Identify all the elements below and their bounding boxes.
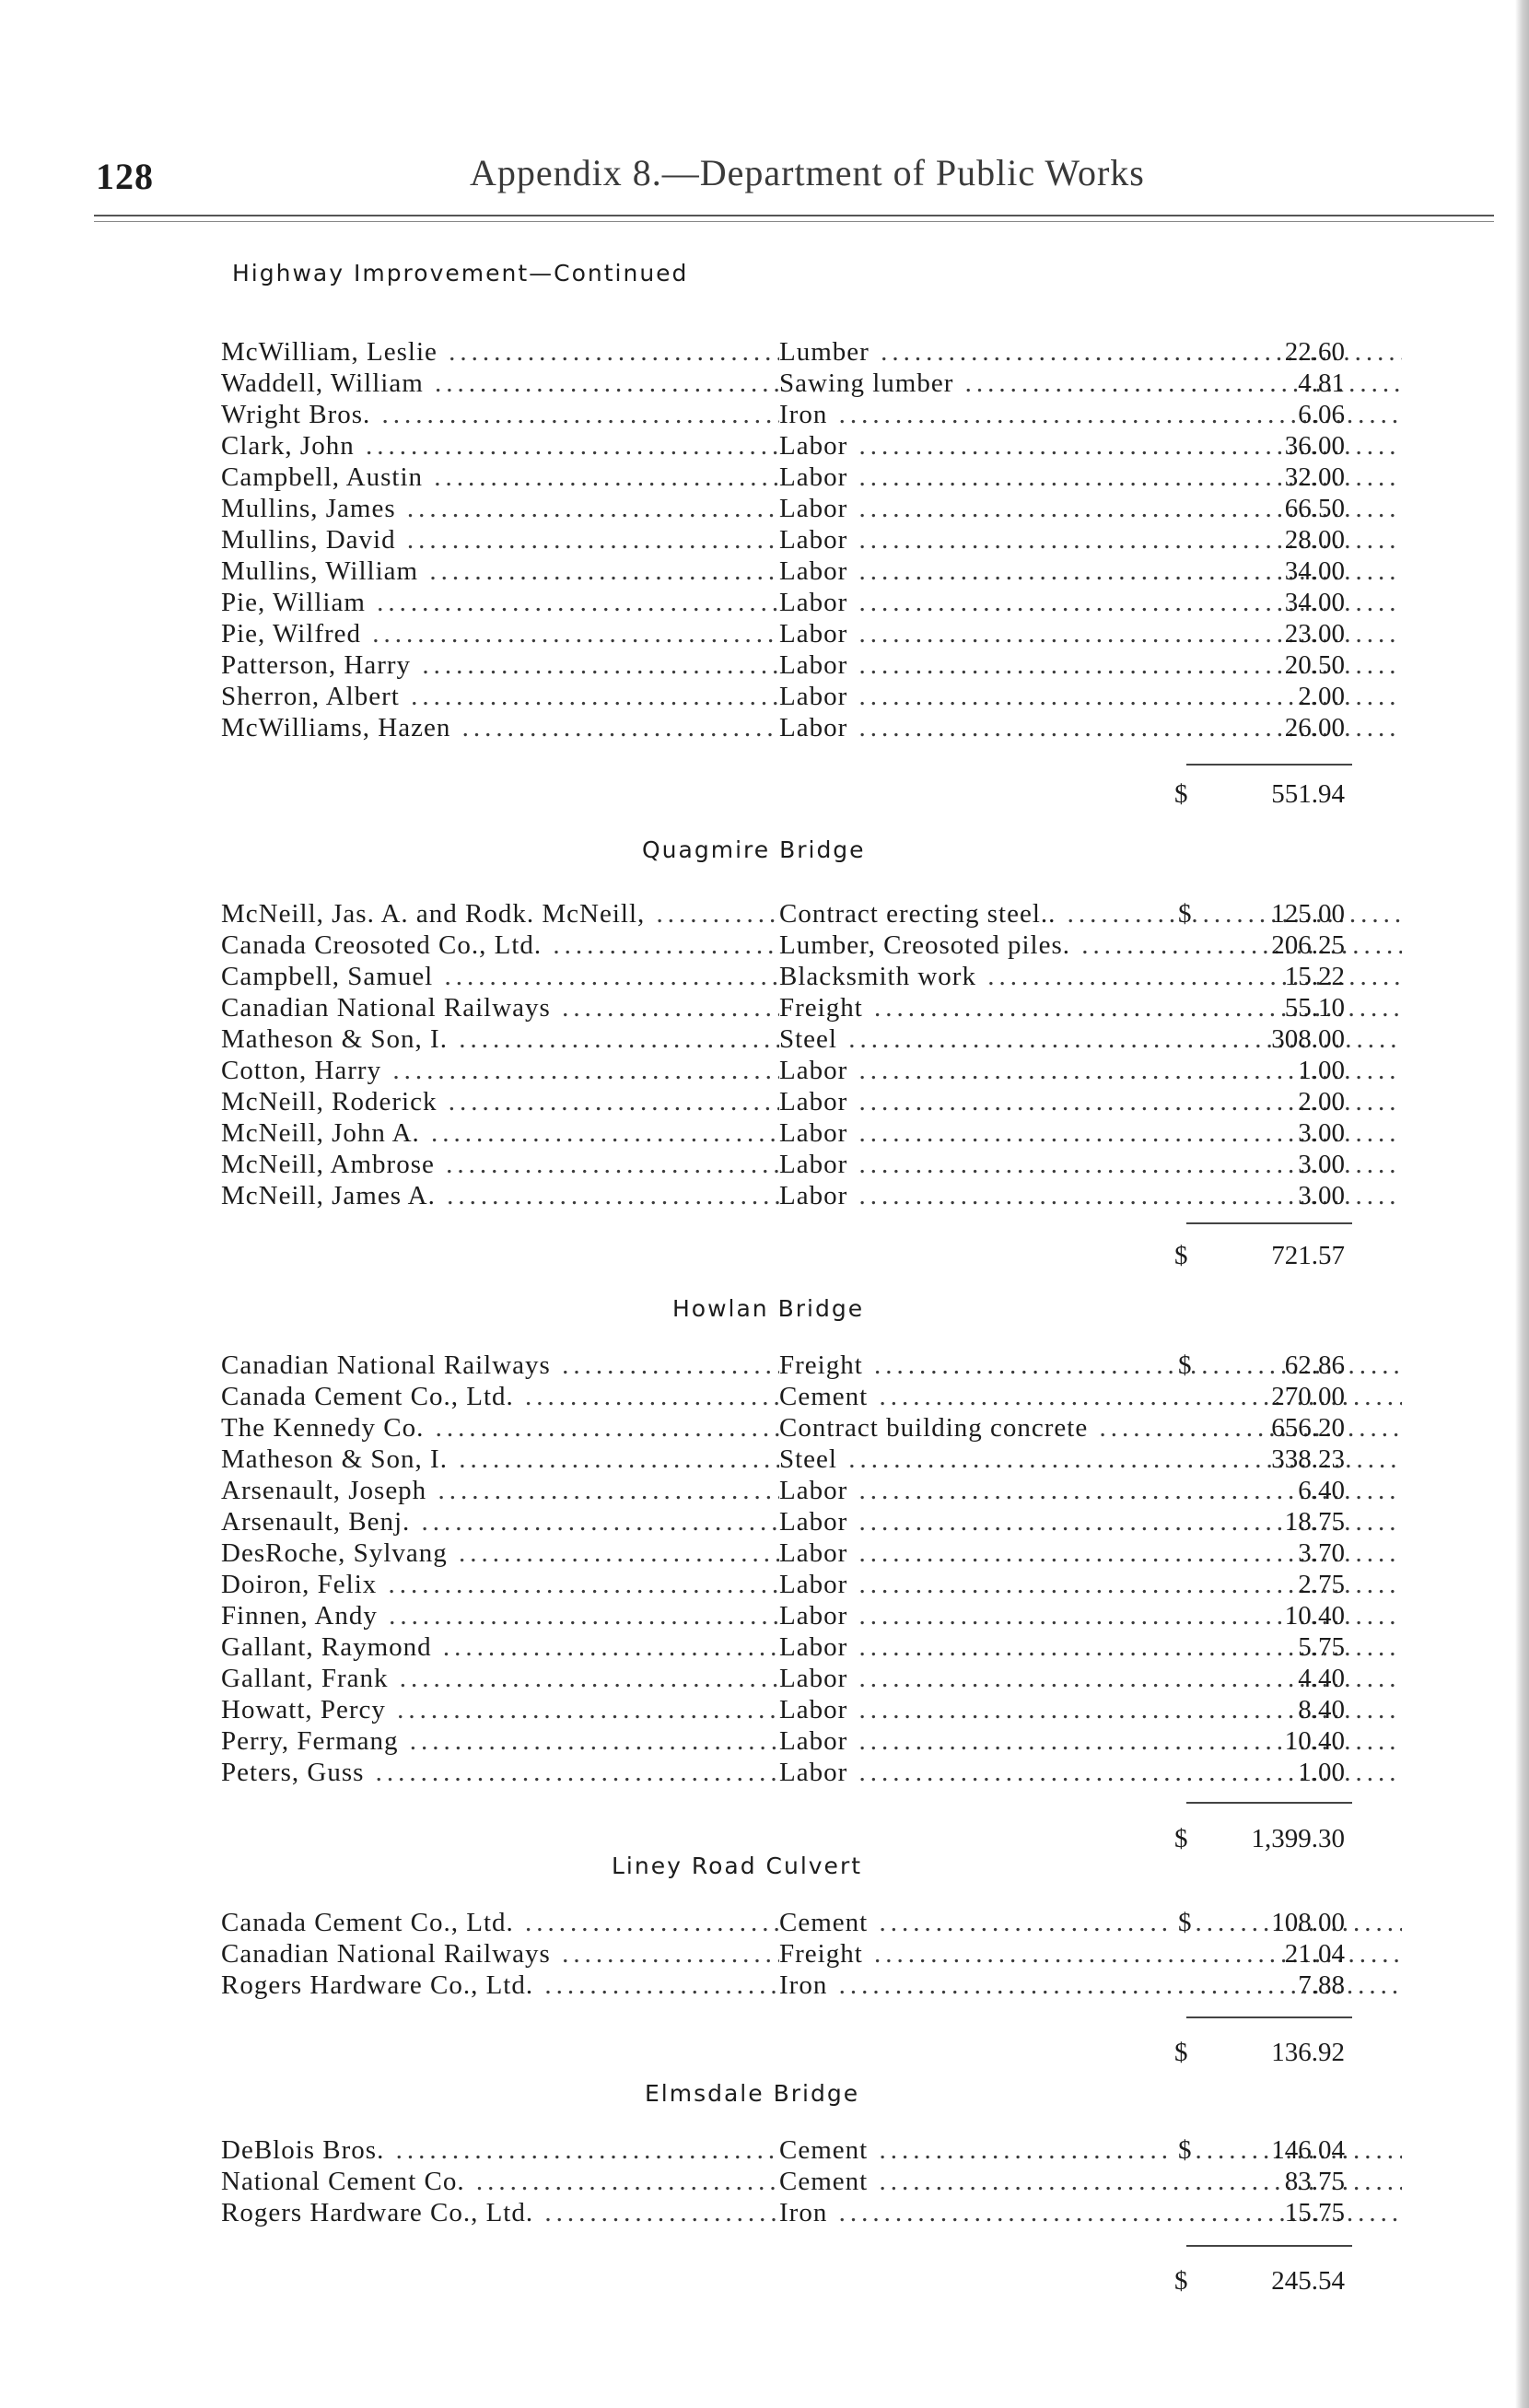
amount: 3.00: [1298, 1150, 1345, 1179]
ledger-row: [221, 1024, 1345, 1055]
ledger-row: [221, 1632, 1345, 1663]
payee-name: National Cement Co. .....: [221, 2167, 779, 2197]
payee-name: Mullins, William .....: [221, 556, 779, 587]
payee-name: The Kennedy Co. .....: [221, 1413, 779, 1444]
amount: 15.22: [1284, 962, 1345, 991]
dollar-sign: $: [1174, 1908, 1192, 1938]
expense-item: Iron .....: [779, 400, 1402, 430]
page-number: 128: [96, 156, 154, 197]
ledger-row: [221, 556, 1345, 587]
expense-item: Cement .....: [779, 1382, 1402, 1412]
ledger-row: [221, 1695, 1345, 1725]
dollar-sign: $: [1174, 2038, 1188, 2067]
header-rule: [94, 215, 1494, 216]
amount: 2.00: [1298, 1087, 1345, 1116]
section-total: [1174, 1824, 1345, 1854]
ledger-row: [221, 682, 1345, 712]
section-total: [1174, 1241, 1345, 1271]
ledger-row: [221, 713, 1345, 743]
expense-item: Labor .....: [779, 1726, 1402, 1757]
ledger-row: [221, 2198, 1345, 2228]
amount: 34.00: [1284, 556, 1345, 586]
payee-name: Rogers Hardware Co., Ltd. .....: [221, 2198, 779, 2228]
ledger-row: [221, 1908, 1345, 1938]
ledger-row: [221, 1181, 1345, 1211]
total-amount: 551.94: [1271, 779, 1345, 809]
payee-name: Canadian National Railways .....: [221, 1939, 779, 1970]
dollar-sign: $: [1174, 779, 1188, 809]
dollar-sign: $: [1174, 1350, 1192, 1381]
ledger-row: [221, 1413, 1345, 1444]
payee-name: Wright Bros. .....: [221, 400, 779, 430]
expense-item: Iron .....: [779, 2198, 1402, 2228]
payee-name: Gallant, Raymond .....: [221, 1632, 779, 1663]
ledger-row: [221, 400, 1345, 430]
expense-item: Blacksmith work .....: [779, 962, 1402, 992]
payee-name: Pie, William .....: [221, 588, 779, 618]
total-amount: 1,399.30: [1251, 1824, 1345, 1853]
amount: 36.00: [1284, 431, 1345, 461]
payee-name: Clark, John .....: [221, 431, 779, 462]
amount: 108.00: [1271, 1908, 1345, 1937]
ledger-row: [221, 962, 1345, 992]
expense-item: Labor .....: [779, 1695, 1402, 1725]
total-rule: [1186, 2245, 1352, 2247]
ledger-row: [221, 1601, 1345, 1631]
expense-item: Freight .....: [779, 1350, 1402, 1381]
amount: 20.50: [1284, 650, 1345, 680]
payee-name: Canada Cement Co., Ltd. .....: [221, 1908, 779, 1938]
amount: 32.00: [1284, 462, 1345, 492]
amount: 10.40: [1284, 1726, 1345, 1756]
payee-name: Peters, Guss .....: [221, 1758, 779, 1788]
expense-item: Labor .....: [779, 650, 1402, 681]
expense-item: Labor .....: [779, 1181, 1402, 1211]
amount: 3.70: [1298, 1538, 1345, 1568]
payee-name: DesRoche, Sylvang .....: [221, 1538, 779, 1569]
expense-item: Labor .....: [779, 431, 1402, 462]
payee-name: Perry, Fermang .....: [221, 1726, 779, 1757]
payee-name: Matheson & Son, I. .....: [221, 1444, 779, 1475]
section-title: Highway Improvement—Continued: [232, 260, 689, 286]
ledger-row: [221, 337, 1345, 368]
ledger-row: [221, 993, 1345, 1023]
payee-name: Finnen, Andy .....: [221, 1601, 779, 1631]
amount: 2.00: [1298, 682, 1345, 711]
ledger-row: [221, 588, 1345, 618]
ledger-row: [221, 494, 1345, 524]
dollar-sign: $: [1174, 1241, 1188, 1270]
ledger-row: [221, 462, 1345, 493]
payee-name: McNeill, Ambrose .....: [221, 1150, 779, 1180]
expense-item: Lumber .....: [779, 337, 1402, 368]
section-title: Howlan Bridge: [672, 1295, 865, 1322]
amount: 15.75: [1284, 2198, 1345, 2227]
amount: 7.88: [1298, 1970, 1345, 2000]
expense-item: Labor .....: [779, 1632, 1402, 1663]
amount: 3.00: [1298, 1118, 1345, 1148]
expense-item: Cement .....: [779, 2135, 1402, 2166]
ledger-row: [221, 1056, 1345, 1086]
expense-item: Labor .....: [779, 1150, 1402, 1180]
expense-item: Cement .....: [779, 2167, 1402, 2197]
ledger-row: [221, 1507, 1345, 1537]
payee-name: Pie, Wilfred .....: [221, 619, 779, 649]
ledger-row: [221, 1350, 1345, 1381]
dollar-sign: $: [1174, 2266, 1188, 2296]
payee-name: Campbell, Samuel .....: [221, 962, 779, 992]
payee-name: McNeill, James A. .....: [221, 1181, 779, 1211]
ledger-row: [221, 431, 1345, 462]
expense-item: Labor .....: [779, 494, 1402, 524]
section-total: [1174, 2038, 1345, 2068]
payee-name: Canada Cement Co., Ltd. .....: [221, 1382, 779, 1412]
amount: 5.75: [1298, 1632, 1345, 1662]
payee-name: Canadian National Railways .....: [221, 993, 779, 1023]
payee-name: DeBlois Bros. .....: [221, 2135, 779, 2166]
expense-item: Freight .....: [779, 1939, 1402, 1970]
expense-item: Labor .....: [779, 1507, 1402, 1537]
payee-name: Cotton, Harry .....: [221, 1056, 779, 1086]
amount: 125.00: [1271, 899, 1345, 929]
payee-name: Mullins, James .....: [221, 494, 779, 524]
ledger-row: [221, 1939, 1345, 1970]
payee-name: McWilliams, Hazen .....: [221, 713, 779, 743]
expense-item: Labor .....: [779, 713, 1402, 743]
total-amount: 136.92: [1271, 2038, 1345, 2067]
amount: 62.86: [1284, 1350, 1345, 1380]
amount: 338.23: [1271, 1444, 1345, 1474]
ledger-row: [221, 1758, 1345, 1788]
amount: 270.00: [1271, 1382, 1345, 1411]
ledger-row: [221, 1476, 1345, 1506]
expense-item: Contract erecting steel.. .....: [779, 899, 1402, 929]
total-amount: 245.54: [1271, 2266, 1345, 2296]
expense-item: Labor .....: [779, 1664, 1402, 1694]
header-rule-thin: [94, 221, 1494, 222]
expense-item: Freight .....: [779, 993, 1402, 1023]
amount: 308.00: [1271, 1024, 1345, 1054]
amount: 4.40: [1298, 1664, 1345, 1693]
payee-name: Doiron, Felix .....: [221, 1570, 779, 1600]
ledger-row: [221, 1664, 1345, 1694]
expense-item: Labor .....: [779, 1118, 1402, 1149]
amount: 3.00: [1298, 1181, 1345, 1210]
payee-name: Canadian National Railways .....: [221, 1350, 779, 1381]
section-title: Elmsdale Bridge: [645, 2080, 860, 2107]
payee-name: McNeill, John A. .....: [221, 1118, 779, 1149]
amount: 23.00: [1284, 619, 1345, 649]
expense-item: Labor .....: [779, 1570, 1402, 1600]
ledger-row: [221, 2167, 1345, 2197]
amount: 26.00: [1284, 713, 1345, 742]
expense-item: Labor .....: [779, 1758, 1402, 1788]
section-title: Quagmire Bridge: [642, 836, 866, 863]
section-total: [1174, 779, 1345, 810]
amount: 206.25: [1271, 930, 1345, 960]
amount: 22.60: [1284, 337, 1345, 367]
amount: 146.04: [1271, 2135, 1345, 2165]
ledger-row: [221, 650, 1345, 681]
expense-item: Contract building concrete .....: [779, 1413, 1402, 1444]
expense-item: Labor .....: [779, 1476, 1402, 1506]
expense-item: Labor .....: [779, 556, 1402, 587]
expense-item: Labor .....: [779, 1056, 1402, 1086]
amount: 66.50: [1284, 494, 1345, 523]
running-title: Appendix 8.—Department of Public Works: [470, 152, 1145, 193]
expense-item: Labor .....: [779, 1087, 1402, 1117]
payee-name: Arsenault, Benj. .....: [221, 1507, 779, 1537]
ledger-row: [221, 619, 1345, 649]
expense-item: Labor .....: [779, 619, 1402, 649]
expense-item: Lumber, Creosoted piles. .....: [779, 930, 1402, 961]
expense-item: Steel .....: [779, 1444, 1402, 1475]
dollar-sign: $: [1174, 899, 1192, 929]
payee-name: Arsenault, Joseph .....: [221, 1476, 779, 1506]
ledger-row: [221, 1382, 1345, 1412]
payee-name: Mullins, David .....: [221, 525, 779, 555]
total-rule: [1186, 1222, 1352, 1224]
payee-name: McNeill, Jas. A. and Rodk. McNeill, .....: [221, 899, 779, 929]
expense-item: Labor .....: [779, 462, 1402, 493]
amount: 83.75: [1284, 2167, 1345, 2196]
ledger-row: [221, 2135, 1345, 2166]
amount: 34.00: [1284, 588, 1345, 617]
amount: 2.75: [1298, 1570, 1345, 1599]
ledger-row: [221, 1087, 1345, 1117]
amount: 21.04: [1284, 1939, 1345, 1969]
payee-name: Sherron, Albert .....: [221, 682, 779, 712]
payee-name: Rogers Hardware Co., Ltd. .....: [221, 1970, 779, 2001]
ledger-row: [221, 899, 1345, 929]
ledger-row: [221, 525, 1345, 555]
section-total: [1174, 2266, 1345, 2297]
expense-item: Labor .....: [779, 588, 1402, 618]
expense-item: Steel .....: [779, 1024, 1402, 1055]
total-rule: [1186, 764, 1352, 766]
payee-name: Gallant, Frank .....: [221, 1664, 779, 1694]
payee-name: Canada Creosoted Co., Ltd. .....: [221, 930, 779, 961]
dollar-sign: $: [1174, 2135, 1192, 2166]
amount: 656.20: [1271, 1413, 1345, 1443]
expense-item: Labor .....: [779, 682, 1402, 712]
amount: 4.81: [1298, 368, 1345, 398]
page-edge: [1515, 0, 1529, 2408]
ledger-row: [221, 1118, 1345, 1149]
payee-name: Campbell, Austin .....: [221, 462, 779, 493]
payee-name: Patterson, Harry .....: [221, 650, 779, 681]
expense-item: Labor .....: [779, 1601, 1402, 1631]
payee-name: Howatt, Percy .....: [221, 1695, 779, 1725]
ledger-row: [221, 1150, 1345, 1180]
total-rule: [1186, 1802, 1352, 1804]
amount: 28.00: [1284, 525, 1345, 555]
amount: 10.40: [1284, 1601, 1345, 1631]
ledger-row: [221, 368, 1345, 399]
total-rule: [1186, 2016, 1352, 2018]
expense-item: Sawing lumber .....: [779, 368, 1402, 399]
expense-item: Labor .....: [779, 525, 1402, 555]
amount: 1.00: [1298, 1056, 1345, 1085]
expense-item: Iron .....: [779, 1970, 1402, 2001]
ledger-row: [221, 930, 1345, 961]
dollar-sign: $: [1174, 1824, 1188, 1853]
amount: 55.10: [1284, 993, 1345, 1023]
payee-name: Matheson & Son, I. .....: [221, 1024, 779, 1055]
amount: 1.00: [1298, 1758, 1345, 1787]
ledger-row: [221, 1538, 1345, 1569]
ledger-row: [221, 1444, 1345, 1475]
amount: 18.75: [1284, 1507, 1345, 1537]
expense-item: Labor .....: [779, 1538, 1402, 1569]
total-amount: 721.57: [1271, 1241, 1345, 1270]
payee-name: Waddell, William .....: [221, 368, 779, 399]
amount: 6.06: [1298, 400, 1345, 429]
ledger-row: [221, 1970, 1345, 2001]
section-title: Liney Road Culvert: [612, 1853, 863, 1879]
expense-item: Cement .....: [779, 1908, 1402, 1938]
payee-name: McWilliam, Leslie .....: [221, 337, 779, 368]
amount: 8.40: [1298, 1695, 1345, 1724]
ledger-row: [221, 1570, 1345, 1600]
amount: 6.40: [1298, 1476, 1345, 1505]
payee-name: McNeill, Roderick .....: [221, 1087, 779, 1117]
ledger-row: [221, 1726, 1345, 1757]
